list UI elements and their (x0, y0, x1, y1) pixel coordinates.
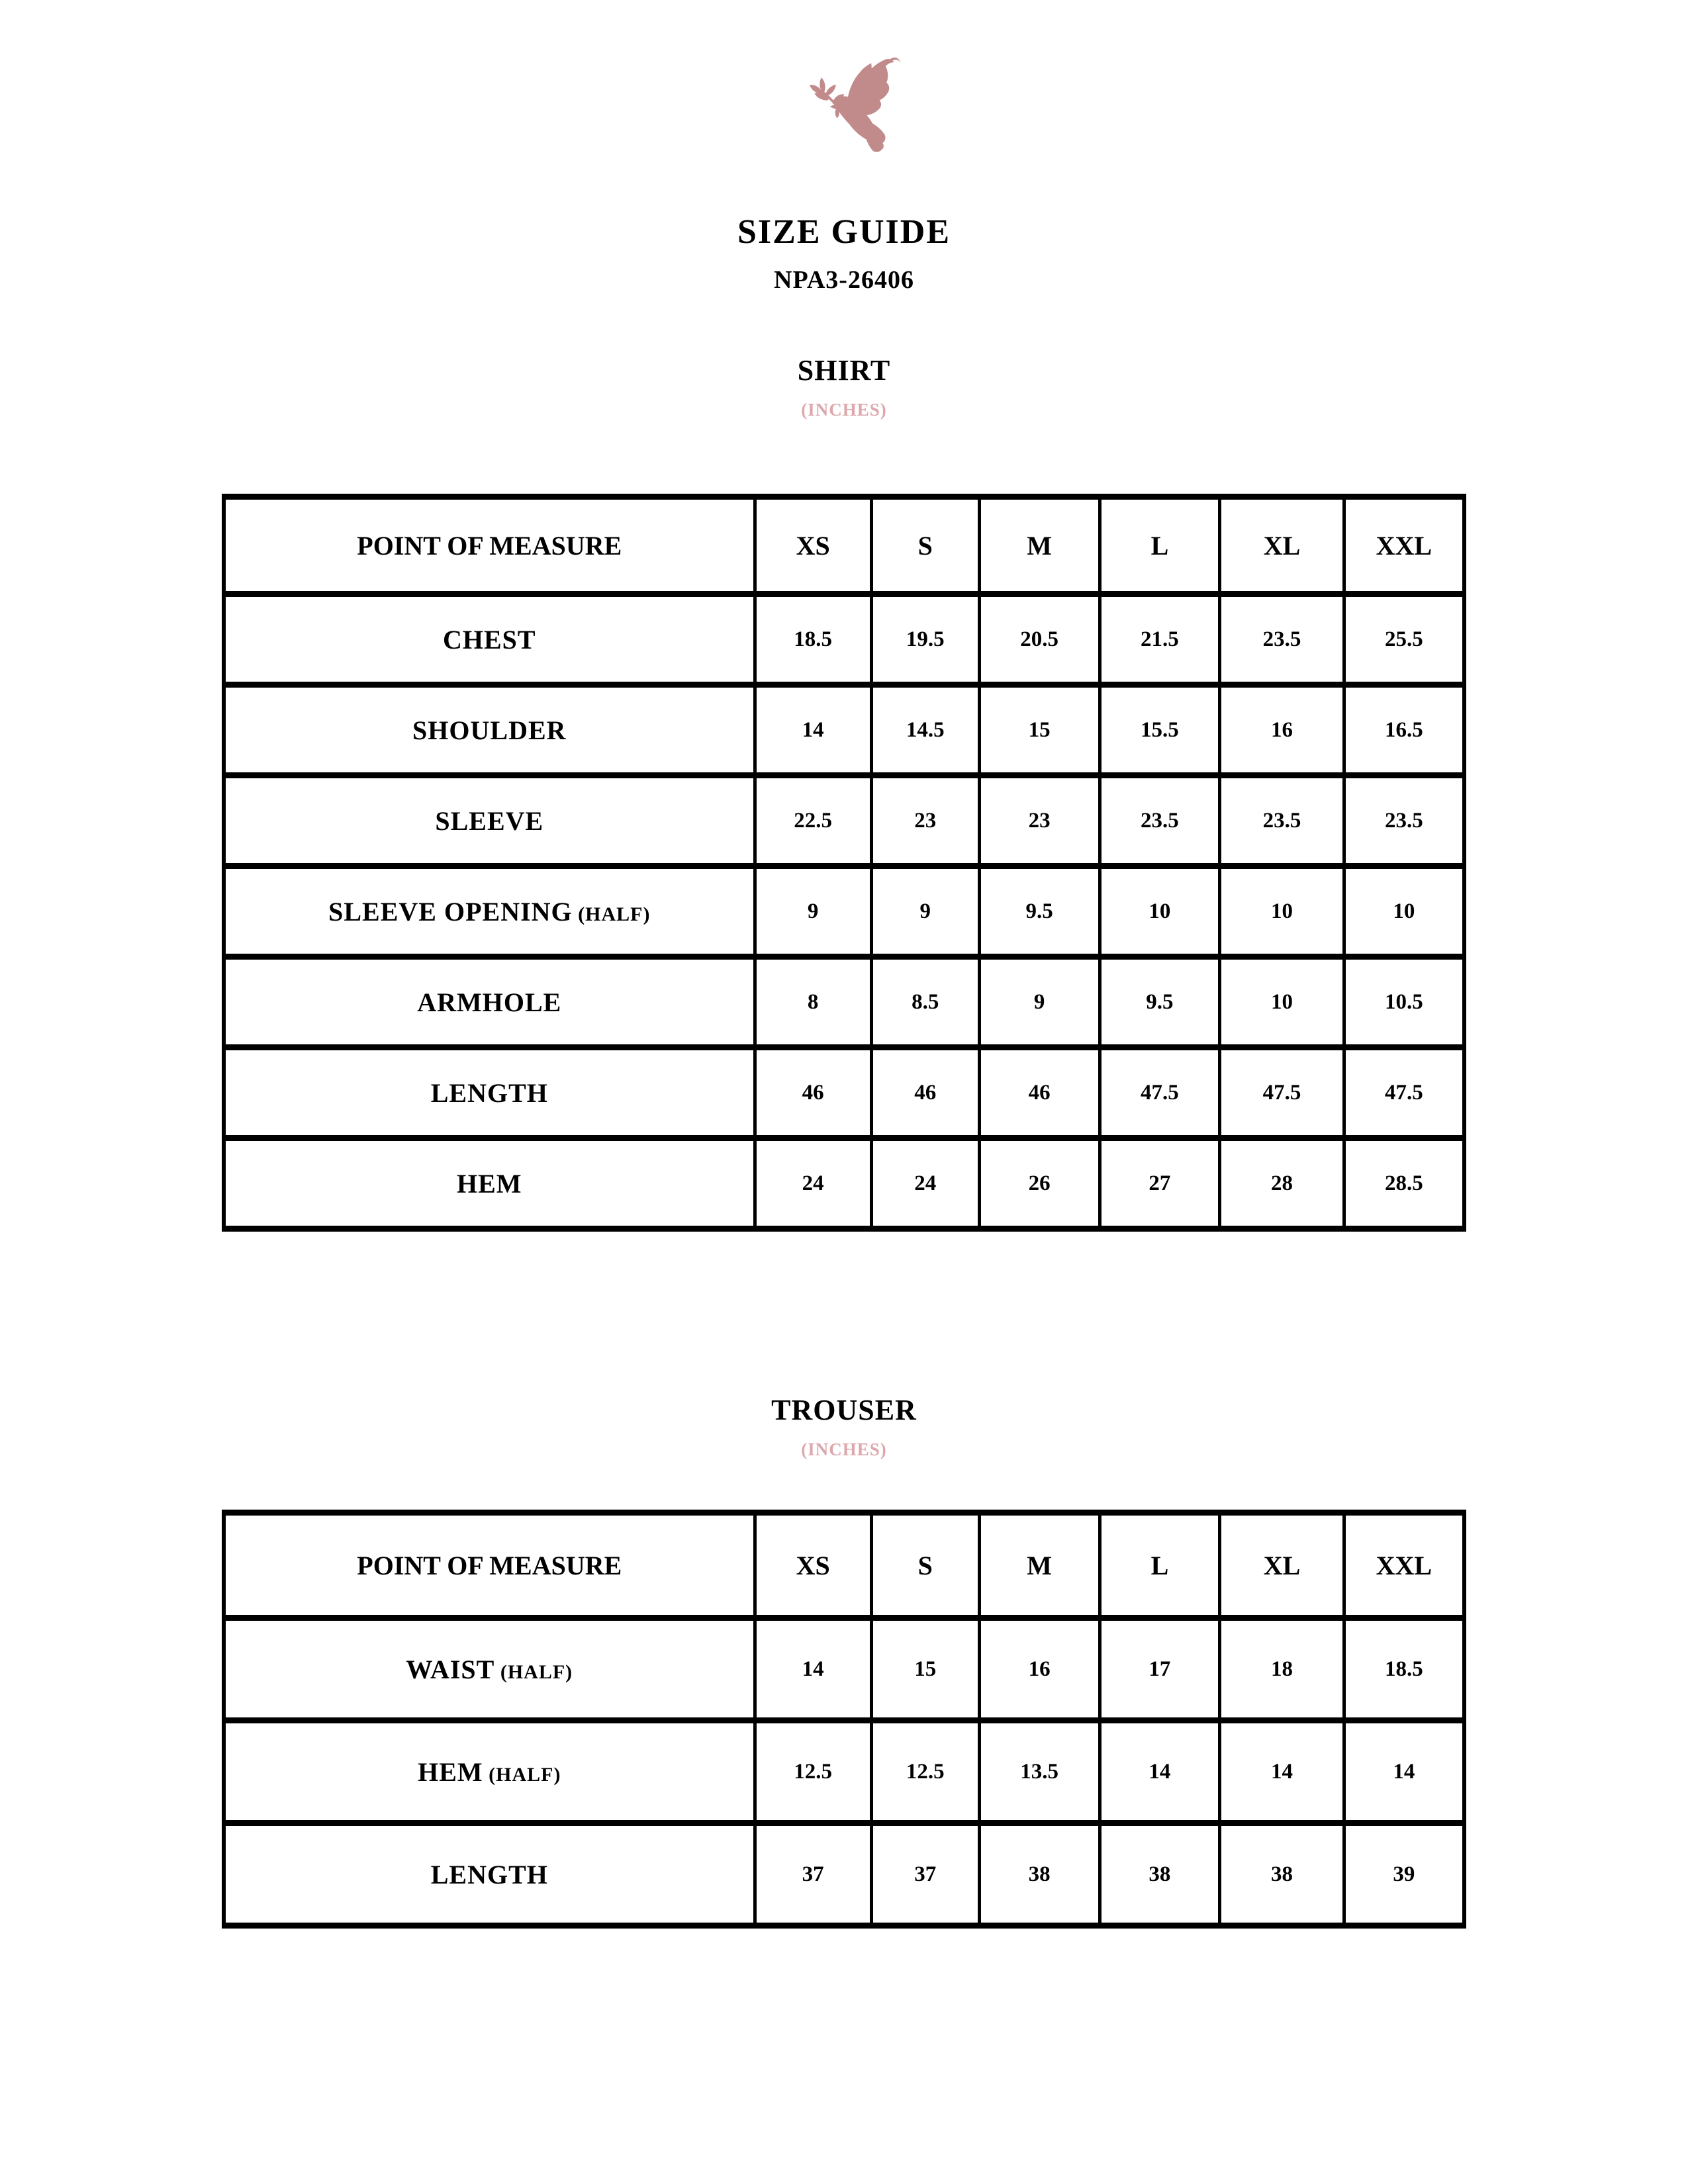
size-value: 10 (1220, 957, 1344, 1048)
table-row (224, 594, 1464, 685)
column-header: POINT OF MEASURE (224, 1513, 755, 1618)
column-header: S (871, 497, 979, 594)
size-section-shirt (0, 356, 1688, 1232)
table-row (224, 776, 1464, 866)
size-value: 23 (871, 776, 979, 866)
size-value: 27 (1100, 1138, 1220, 1229)
size-value: 47.5 (1100, 1048, 1220, 1138)
size-value: 46 (755, 1048, 871, 1138)
size-value: 16.5 (1344, 685, 1464, 776)
column-header: XXL (1344, 497, 1464, 594)
size-value: 9 (871, 866, 979, 957)
size-value: 13.5 (979, 1721, 1100, 1823)
column-header: POINT OF MEASURE (224, 497, 755, 594)
page-title: SIZE GUIDE (737, 213, 951, 251)
row-label: SLEEVE (224, 776, 755, 866)
size-value: 18 (1220, 1618, 1344, 1721)
size-value: 17 (1100, 1618, 1220, 1721)
size-value: 46 (979, 1048, 1100, 1138)
size-value: 23.5 (1220, 594, 1344, 685)
row-label: LENGTH (224, 1823, 755, 1926)
column-header: M (979, 1513, 1100, 1618)
size-value: 23.5 (1100, 776, 1220, 866)
unit-label: (INCHES) (801, 400, 887, 420)
size-value: 16 (979, 1618, 1100, 1721)
size-value: 37 (871, 1823, 979, 1926)
section-heading-trouser: TROUSER (771, 1394, 917, 1426)
header-row (224, 1513, 1464, 1618)
column-header: XXL (1344, 1513, 1464, 1618)
row-label-suffix: (HALF) (572, 903, 651, 925)
size-table-trouser (222, 1510, 1466, 1929)
column-header: XS (755, 497, 871, 594)
size-value: 37 (755, 1823, 871, 1926)
table-row (224, 1618, 1464, 1721)
size-value: 14 (755, 1618, 871, 1721)
size-value: 28 (1220, 1138, 1344, 1229)
size-value: 23.5 (1220, 776, 1344, 866)
size-value: 15 (871, 1618, 979, 1721)
size-value: 18.5 (755, 594, 871, 685)
size-value: 38 (1100, 1823, 1220, 1926)
size-value: 26 (979, 1138, 1100, 1229)
row-label: SLEEVE OPENING (HALF) (224, 866, 755, 957)
size-value: 15.5 (1100, 685, 1220, 776)
size-value: 14 (1100, 1721, 1220, 1823)
row-label: SHOULDER (224, 685, 755, 776)
size-value: 23.5 (1344, 776, 1464, 866)
size-value: 38 (1220, 1823, 1344, 1926)
size-value: 21.5 (1100, 594, 1220, 685)
brand-logo (0, 0, 1688, 188)
size-value: 28.5 (1344, 1138, 1464, 1229)
size-value: 39 (1344, 1823, 1464, 1926)
size-value: 9.5 (1100, 957, 1220, 1048)
size-value: 10 (1220, 866, 1344, 957)
table-row (224, 1721, 1464, 1823)
row-label-suffix: (HALF) (483, 1763, 561, 1786)
size-value: 8.5 (871, 957, 979, 1048)
size-value: 9 (755, 866, 871, 957)
size-value: 38 (979, 1823, 1100, 1926)
row-label: WAIST (HALF) (224, 1618, 755, 1721)
size-value: 25.5 (1344, 594, 1464, 685)
size-value: 24 (755, 1138, 871, 1229)
table-row (224, 866, 1464, 957)
size-value: 9.5 (979, 866, 1100, 957)
row-label: LENGTH (224, 1048, 755, 1138)
table-body (224, 594, 1464, 1229)
size-value: 12.5 (871, 1721, 979, 1823)
page-header (0, 0, 1688, 293)
dove-with-olive-branch-icon (792, 34, 923, 188)
column-header: XL (1220, 497, 1344, 594)
column-header: L (1100, 1513, 1220, 1618)
size-value: 10 (1100, 866, 1220, 957)
size-value: 47.5 (1220, 1048, 1344, 1138)
style-code: NPA3-26406 (774, 266, 914, 294)
table-row (224, 1138, 1464, 1229)
row-label: HEM (HALF) (224, 1721, 755, 1823)
column-header: XL (1220, 1513, 1344, 1618)
size-value: 12.5 (755, 1721, 871, 1823)
size-value: 10.5 (1344, 957, 1464, 1048)
table-body (224, 1618, 1464, 1926)
size-value: 14 (755, 685, 871, 776)
size-value: 23 (979, 776, 1100, 866)
table-row (224, 1823, 1464, 1926)
size-section-trouser (0, 1396, 1688, 1929)
unit-label: (INCHES) (801, 1439, 887, 1459)
size-value: 24 (871, 1138, 979, 1229)
size-value: 20.5 (979, 594, 1100, 685)
size-value: 9 (979, 957, 1100, 1048)
size-value: 47.5 (1344, 1048, 1464, 1138)
size-value: 14 (1220, 1721, 1344, 1823)
row-label: CHEST (224, 594, 755, 685)
row-label-suffix: (HALF) (494, 1661, 573, 1683)
size-value: 14.5 (871, 685, 979, 776)
row-label: HEM (224, 1138, 755, 1229)
size-value: 8 (755, 957, 871, 1048)
size-value: 16 (1220, 685, 1344, 776)
size-value: 10 (1344, 866, 1464, 957)
table-row (224, 1048, 1464, 1138)
size-value: 18.5 (1344, 1618, 1464, 1721)
row-label: ARMHOLE (224, 957, 755, 1048)
column-header: M (979, 497, 1100, 594)
size-value: 15 (979, 685, 1100, 776)
table-row (224, 685, 1464, 776)
section-heading-shirt: SHIRT (797, 354, 891, 387)
column-header: XS (755, 1513, 871, 1618)
size-table-shirt (222, 494, 1466, 1232)
table-row (224, 957, 1464, 1048)
column-header: S (871, 1513, 979, 1618)
size-value: 19.5 (871, 594, 979, 685)
size-value: 14 (1344, 1721, 1464, 1823)
size-tables-area (0, 356, 1688, 1929)
size-value: 22.5 (755, 776, 871, 866)
column-header: L (1100, 497, 1220, 594)
size-value: 46 (871, 1048, 979, 1138)
header-row (224, 497, 1464, 594)
